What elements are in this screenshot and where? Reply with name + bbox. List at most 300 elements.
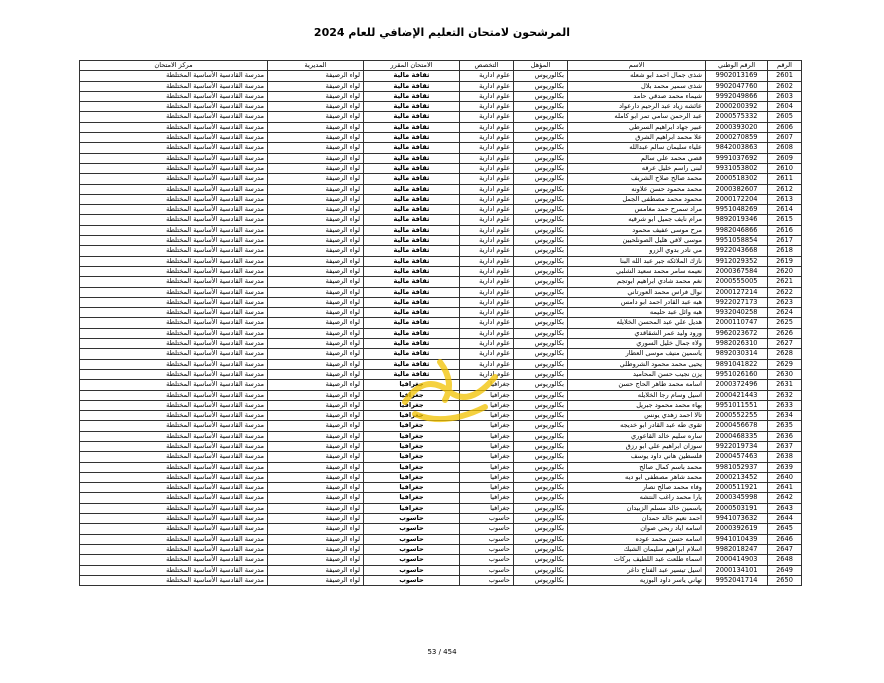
- col-header-exam-center: مركز الامتحان: [80, 61, 268, 71]
- cell-exam-center: مدرسة القادسية الأساسية المختلطة: [80, 102, 268, 112]
- cell-number: 2609: [768, 153, 802, 163]
- cell-exam-center: مدرسة القادسية الأساسية المختلطة: [80, 163, 268, 173]
- cell-exam: ثقافة مالية: [364, 112, 460, 122]
- cell-name: مراد سمرح حمد مغامس: [568, 205, 706, 215]
- cell-exam: جغرافيا: [364, 431, 460, 441]
- cell-qualification: بكالوريوس: [514, 575, 568, 585]
- table-row: [80, 544, 802, 554]
- cell-exam: حاسوب: [364, 514, 460, 524]
- cell-number: 2637: [768, 441, 802, 451]
- cell-exam-center: مدرسة القادسية الأساسية المختلطة: [80, 565, 268, 575]
- cell-name: فلسطين هاني داود يوسف: [568, 452, 706, 462]
- cell-directorate: لواء الرصيفة: [268, 339, 364, 349]
- cell-name: مي نادر بدوي الزرو: [568, 246, 706, 256]
- cell-specialization: علوم ادارية: [460, 194, 514, 204]
- cell-number: 2603: [768, 91, 802, 101]
- table-row: [80, 308, 802, 318]
- cell-qualification: بكالوريوس: [514, 81, 568, 91]
- cell-qualification: بكالوريوس: [514, 349, 568, 359]
- table-row: [80, 205, 802, 215]
- cell-exam-center: مدرسة القادسية الأساسية المختلطة: [80, 205, 268, 215]
- cell-name: علا محمد ابراهيم الشرق: [568, 133, 706, 143]
- cell-exam: ثقافة مالية: [364, 246, 460, 256]
- cell-exam-center: مدرسة القادسية الأساسية المختلطة: [80, 153, 268, 163]
- table-row: [80, 112, 802, 122]
- cell-number: 2621: [768, 277, 802, 287]
- cell-national-id: 9902047760: [706, 81, 768, 91]
- cell-directorate: لواء الرصيفة: [268, 390, 364, 400]
- cell-national-id: 2000518302: [706, 174, 768, 184]
- cell-national-id: 9932040258: [706, 308, 768, 318]
- cell-directorate: لواء الرصيفة: [268, 462, 364, 472]
- cell-exam: ثقافة مالية: [364, 143, 460, 153]
- cell-qualification: بكالوريوس: [514, 462, 568, 472]
- cell-number: 2648: [768, 555, 802, 565]
- cell-qualification: بكالوريوس: [514, 452, 568, 462]
- cell-number: 2622: [768, 287, 802, 297]
- cell-directorate: لواء الرصيفة: [268, 153, 364, 163]
- cell-national-id: 2000468335: [706, 431, 768, 441]
- cell-exam-center: مدرسة القادسية الأساسية المختلطة: [80, 524, 268, 534]
- col-header-national-id: الرقم الوطني: [706, 61, 768, 71]
- cell-national-id: 9982018247: [706, 544, 768, 554]
- cell-national-id: 2000382607: [706, 184, 768, 194]
- cell-qualification: بكالوريوس: [514, 277, 568, 287]
- cell-exam-center: مدرسة القادسية الأساسية المختلطة: [80, 514, 268, 524]
- cell-directorate: لواء الرصيفة: [268, 452, 364, 462]
- cell-national-id: 9891041822: [706, 359, 768, 369]
- cell-name: موسى لافي هليل الصونلحيين: [568, 236, 706, 246]
- cell-national-id: 9951048269: [706, 205, 768, 215]
- cell-directorate: لواء الرصيفة: [268, 174, 364, 184]
- cell-directorate: لواء الرصيفة: [268, 81, 364, 91]
- table-row: [80, 71, 802, 81]
- cell-directorate: لواء الرصيفة: [268, 575, 364, 585]
- cell-directorate: لواء الرصيفة: [268, 472, 364, 482]
- cell-national-id: 9892019346: [706, 215, 768, 225]
- cell-national-id: 2000345998: [706, 493, 768, 503]
- cell-specialization: علوم ادارية: [460, 246, 514, 256]
- cell-qualification: بكالوريوس: [514, 194, 568, 204]
- cell-name: اسامه حسن محمد عوده: [568, 534, 706, 544]
- cell-name: ياسمين منيف موسى العطار: [568, 349, 706, 359]
- col-header-exam: الامتحان المقرر: [364, 61, 460, 71]
- table-row: [80, 318, 802, 328]
- cell-directorate: لواء الرصيفة: [268, 143, 364, 153]
- table-header-row: [80, 61, 802, 71]
- table-row: [80, 91, 802, 101]
- cell-specialization: علوم ادارية: [460, 153, 514, 163]
- cell-qualification: بكالوريوس: [514, 359, 568, 369]
- cell-number: 2647: [768, 544, 802, 554]
- cell-exam: ثقافة مالية: [364, 328, 460, 338]
- cell-specialization: علوم ادارية: [460, 122, 514, 132]
- col-header-directorate: المديرية: [268, 61, 364, 71]
- cell-national-id: 2000134101: [706, 565, 768, 575]
- cell-directorate: لواء الرصيفة: [268, 122, 364, 132]
- table-row: [80, 194, 802, 204]
- cell-directorate: لواء الرصيفة: [268, 112, 364, 122]
- cell-qualification: بكالوريوس: [514, 328, 568, 338]
- cell-exam-center: مدرسة القادسية الأساسية المختلطة: [80, 380, 268, 390]
- cell-qualification: بكالوريوس: [514, 472, 568, 482]
- cell-number: 2649: [768, 565, 802, 575]
- cell-exam: حاسوب: [364, 575, 460, 585]
- cell-directorate: لواء الرصيفة: [268, 524, 364, 534]
- cell-exam-center: مدرسة القادسية الأساسية المختلطة: [80, 308, 268, 318]
- cell-qualification: بكالوريوس: [514, 205, 568, 215]
- cell-specialization: جغرافيا: [460, 421, 514, 431]
- cell-exam: ثقافة مالية: [364, 287, 460, 297]
- cell-number: 2624: [768, 308, 802, 318]
- cell-name: هبه وائل عبد حليمه: [568, 308, 706, 318]
- table-row: [80, 452, 802, 462]
- cell-directorate: لواء الرصيفة: [268, 308, 364, 318]
- cell-exam: حاسوب: [364, 555, 460, 565]
- cell-national-id: 9912029352: [706, 256, 768, 266]
- cell-qualification: بكالوريوس: [514, 71, 568, 81]
- cell-qualification: بكالوريوس: [514, 524, 568, 534]
- cell-qualification: بكالوريوس: [514, 483, 568, 493]
- cell-exam-center: مدرسة القادسية الأساسية المختلطة: [80, 184, 268, 194]
- cell-number: 2620: [768, 266, 802, 276]
- cell-exam-center: مدرسة القادسية الأساسية المختلطة: [80, 534, 268, 544]
- cell-qualification: بكالوريوس: [514, 431, 568, 441]
- table-row: [80, 524, 802, 534]
- cell-national-id: 2000421443: [706, 390, 768, 400]
- cell-national-id: 9922019734: [706, 441, 768, 451]
- cell-exam: ثقافة مالية: [364, 122, 460, 132]
- cell-national-id: 9962023672: [706, 328, 768, 338]
- cell-name: شذى جمال احمد ابو شعله: [568, 71, 706, 81]
- cell-exam: ثقافة مالية: [364, 277, 460, 287]
- cell-directorate: لواء الرصيفة: [268, 163, 364, 173]
- cell-qualification: بكالوريوس: [514, 503, 568, 513]
- cell-number: 2616: [768, 225, 802, 235]
- cell-name: ورود وليد عمر الشقاقدي: [568, 328, 706, 338]
- cell-exam-center: مدرسة القادسية الأساسية المختلطة: [80, 431, 268, 441]
- cell-qualification: بكالوريوس: [514, 369, 568, 379]
- cell-exam: ثقافة مالية: [364, 194, 460, 204]
- cell-name: بهاء محمد محمود جبريل: [568, 400, 706, 410]
- cell-exam-center: مدرسة القادسية الأساسية المختلطة: [80, 400, 268, 410]
- cell-national-id: 9992049866: [706, 91, 768, 101]
- table-row: [80, 441, 802, 451]
- cell-exam-center: مدرسة القادسية الأساسية المختلطة: [80, 462, 268, 472]
- cell-directorate: لواء الرصيفة: [268, 266, 364, 276]
- cell-exam-center: مدرسة القادسية الأساسية المختلطة: [80, 143, 268, 153]
- cell-qualification: بكالوريوس: [514, 287, 568, 297]
- cell-exam-center: مدرسة القادسية الأساسية المختلطة: [80, 236, 268, 246]
- cell-qualification: بكالوريوس: [514, 493, 568, 503]
- cell-exam: ثقافة مالية: [364, 174, 460, 184]
- cell-name: محمود محمد مصطفى الجمل: [568, 194, 706, 204]
- cell-exam: ثقافة مالية: [364, 297, 460, 307]
- cell-national-id: 2000372496: [706, 380, 768, 390]
- cell-exam-center: مدرسة القادسية الأساسية المختلطة: [80, 421, 268, 431]
- cell-exam-center: مدرسة القادسية الأساسية المختلطة: [80, 349, 268, 359]
- cell-directorate: لواء الرصيفة: [268, 483, 364, 493]
- cell-national-id: 9902013169: [706, 71, 768, 81]
- table-row: [80, 534, 802, 544]
- cell-directorate: لواء الرصيفة: [268, 359, 364, 369]
- cell-exam-center: مدرسة القادسية الأساسية المختلطة: [80, 122, 268, 132]
- cell-number: 2607: [768, 133, 802, 143]
- cell-exam: جغرافيا: [364, 472, 460, 482]
- cell-exam: حاسوب: [364, 565, 460, 575]
- cell-number: 2650: [768, 575, 802, 585]
- cell-directorate: لواء الرصيفة: [268, 544, 364, 554]
- cell-exam-center: مدرسة القادسية الأساسية المختلطة: [80, 194, 268, 204]
- cell-number: 2615: [768, 215, 802, 225]
- cell-number: 2627: [768, 339, 802, 349]
- cell-directorate: لواء الرصيفة: [268, 328, 364, 338]
- cell-specialization: حاسوب: [460, 565, 514, 575]
- cell-number: 2611: [768, 174, 802, 184]
- cell-name: اسماء طلعت عبد اللطيف بركات: [568, 555, 706, 565]
- cell-name: شذى سمير محمد بلال: [568, 81, 706, 91]
- cell-specialization: علوم ادارية: [460, 163, 514, 173]
- cell-number: 2618: [768, 246, 802, 256]
- cell-national-id: 9982046866: [706, 225, 768, 235]
- cell-exam-center: مدرسة القادسية الأساسية المختلطة: [80, 544, 268, 554]
- cell-specialization: حاسوب: [460, 544, 514, 554]
- cell-qualification: بكالوريوس: [514, 308, 568, 318]
- cell-name: علياء سليمان سالم عبدالله: [568, 143, 706, 153]
- cell-name: شيماء محمد صدقي حامد: [568, 91, 706, 101]
- cell-exam: ثقافة مالية: [364, 236, 460, 246]
- cell-exam-center: مدرسة القادسية الأساسية المختلطة: [80, 503, 268, 513]
- cell-national-id: 9922027173: [706, 297, 768, 307]
- cell-name: عبد الرحمن سامي تمر ابو كامله: [568, 112, 706, 122]
- cell-specialization: علوم ادارية: [460, 71, 514, 81]
- cell-exam: حاسوب: [364, 534, 460, 544]
- cell-name: محمد صالح صلاح الشريف: [568, 174, 706, 184]
- cell-name: قصي محمد علي سالم: [568, 153, 706, 163]
- cell-exam-center: مدرسة القادسية الأساسية المختلطة: [80, 339, 268, 349]
- cell-number: 2629: [768, 359, 802, 369]
- cell-exam-center: مدرسة القادسية الأساسية المختلطة: [80, 81, 268, 91]
- cell-qualification: بكالوريوس: [514, 400, 568, 410]
- cell-number: 2612: [768, 184, 802, 194]
- cell-name: يحيى محمد محمود الشروطلي: [568, 359, 706, 369]
- cell-specialization: جغرافيا: [460, 483, 514, 493]
- cell-national-id: 2000503191: [706, 503, 768, 513]
- cell-number: 2644: [768, 514, 802, 524]
- cell-directorate: لواء الرصيفة: [268, 194, 364, 204]
- cell-specialization: جغرافيا: [460, 472, 514, 482]
- table-row: [80, 555, 802, 565]
- cell-exam: ثقافة مالية: [364, 133, 460, 143]
- cell-name: سوزان ابراهيم علي ابو رزق: [568, 441, 706, 451]
- cell-number: 2636: [768, 431, 802, 441]
- cell-qualification: بكالوريوس: [514, 441, 568, 451]
- cell-exam: جغرافيا: [364, 493, 460, 503]
- cell-name: لبنى راسم خليل عرقه: [568, 163, 706, 173]
- cell-number: 2638: [768, 452, 802, 462]
- cell-number: 2610: [768, 163, 802, 173]
- cell-specialization: علوم ادارية: [460, 318, 514, 328]
- cell-number: 2602: [768, 81, 802, 91]
- page-number: 53 / 454: [427, 648, 457, 656]
- cell-number: 2619: [768, 256, 802, 266]
- cell-name: اسلام ابراهيم سليمان الشبك: [568, 544, 706, 554]
- cell-name: تالا احمد زهدي يونس: [568, 411, 706, 421]
- cell-national-id: 2000200392: [706, 102, 768, 112]
- cell-exam-center: مدرسة القادسية الأساسية المختلطة: [80, 472, 268, 482]
- cell-exam-center: مدرسة القادسية الأساسية المختلطة: [80, 452, 268, 462]
- cell-national-id: 2000414903: [706, 555, 768, 565]
- cell-specialization: علوم ادارية: [460, 256, 514, 266]
- cell-directorate: لواء الرصيفة: [268, 133, 364, 143]
- cell-directorate: لواء الرصيفة: [268, 565, 364, 575]
- cell-specialization: علوم ادارية: [460, 349, 514, 359]
- cell-exam-center: مدرسة القادسية الأساسية المختلطة: [80, 411, 268, 421]
- table-row: [80, 102, 802, 112]
- cell-number: 2601: [768, 71, 802, 81]
- cell-exam-center: مدرسة القادسية الأساسية المختلطة: [80, 318, 268, 328]
- cell-name: اسامه اياد ربحي صوان: [568, 524, 706, 534]
- candidates-table: [79, 60, 802, 586]
- cell-specialization: علوم ادارية: [460, 215, 514, 225]
- table-row: [80, 483, 802, 493]
- cell-directorate: لواء الرصيفة: [268, 534, 364, 544]
- cell-qualification: بكالوريوس: [514, 225, 568, 235]
- table-row: [80, 133, 802, 143]
- cell-national-id: 2000575332: [706, 112, 768, 122]
- cell-directorate: لواء الرصيفة: [268, 349, 364, 359]
- cell-exam: جغرافيا: [364, 421, 460, 431]
- col-header-number: الرقم: [768, 61, 802, 71]
- cell-qualification: بكالوريوس: [514, 514, 568, 524]
- col-header-name: الاسم: [568, 61, 706, 71]
- cell-national-id: 9931053802: [706, 163, 768, 173]
- cell-qualification: بكالوريوس: [514, 380, 568, 390]
- cell-directorate: لواء الرصيفة: [268, 493, 364, 503]
- cell-specialization: علوم ادارية: [460, 328, 514, 338]
- cell-qualification: بكالوريوس: [514, 174, 568, 184]
- cell-exam: جغرافيا: [364, 380, 460, 390]
- cell-exam-center: مدرسة القادسية الأساسية المختلطة: [80, 369, 268, 379]
- cell-number: 2632: [768, 390, 802, 400]
- cell-specialization: علوم ادارية: [460, 225, 514, 235]
- cell-exam-center: مدرسة القادسية الأساسية المختلطة: [80, 493, 268, 503]
- cell-specialization: حاسوب: [460, 555, 514, 565]
- cell-name: نازك الملائكه جبر عبد الله البنا: [568, 256, 706, 266]
- cell-name: مرح موسى عفيف محمود: [568, 225, 706, 235]
- cell-number: 2617: [768, 236, 802, 246]
- cell-directorate: لواء الرصيفة: [268, 297, 364, 307]
- cell-directorate: لواء الرصيفة: [268, 287, 364, 297]
- cell-specialization: علوم ادارية: [460, 91, 514, 101]
- cell-directorate: لواء الرصيفة: [268, 71, 364, 81]
- table-row: [80, 266, 802, 276]
- cell-directorate: لواء الرصيفة: [268, 400, 364, 410]
- cell-national-id: 9991037692: [706, 153, 768, 163]
- cell-specialization: جغرافيا: [460, 390, 514, 400]
- cell-qualification: بكالوريوس: [514, 411, 568, 421]
- cell-exam-center: مدرسة القادسية الأساسية المختلطة: [80, 328, 268, 338]
- cell-specialization: حاسوب: [460, 575, 514, 585]
- cell-national-id: 2000270859: [706, 133, 768, 143]
- cell-exam: جغرافيا: [364, 400, 460, 410]
- cell-number: 2625: [768, 318, 802, 328]
- cell-number: 2642: [768, 493, 802, 503]
- table-row: [80, 143, 802, 153]
- cell-specialization: علوم ادارية: [460, 339, 514, 349]
- cell-directorate: لواء الرصيفة: [268, 246, 364, 256]
- cell-qualification: بكالوريوس: [514, 565, 568, 575]
- cell-qualification: بكالوريوس: [514, 544, 568, 554]
- cell-exam-center: مدرسة القادسية الأساسية المختلطة: [80, 256, 268, 266]
- cell-directorate: لواء الرصيفة: [268, 236, 364, 246]
- cell-exam-center: مدرسة القادسية الأساسية المختلطة: [80, 112, 268, 122]
- cell-number: 2631: [768, 380, 802, 390]
- cell-specialization: علوم ادارية: [460, 81, 514, 91]
- col-header-qualification: المؤهل: [514, 61, 568, 71]
- cell-directorate: لواء الرصيفة: [268, 91, 364, 101]
- cell-specialization: جغرافيا: [460, 380, 514, 390]
- cell-number: 2604: [768, 102, 802, 112]
- cell-national-id: 2000127214: [706, 287, 768, 297]
- cell-specialization: حاسوب: [460, 524, 514, 534]
- cell-exam: ثقافة مالية: [364, 266, 460, 276]
- table-row: [80, 297, 802, 307]
- cell-exam: ثقافة مالية: [364, 91, 460, 101]
- cell-exam-center: مدرسة القادسية الأساسية المختلطة: [80, 71, 268, 81]
- cell-directorate: لواء الرصيفة: [268, 555, 364, 565]
- table-row: [80, 287, 802, 297]
- cell-national-id: 9951011551: [706, 400, 768, 410]
- cell-qualification: بكالوريوس: [514, 297, 568, 307]
- cell-national-id: 9941073632: [706, 514, 768, 524]
- cell-qualification: بكالوريوس: [514, 102, 568, 112]
- page-title: المرشحون لامتحان التعليم الإضافي للعام 2024: [313, 26, 571, 39]
- cell-specialization: علوم ادارية: [460, 133, 514, 143]
- cell-exam: حاسوب: [364, 524, 460, 534]
- cell-specialization: علوم ادارية: [460, 359, 514, 369]
- cell-exam: حاسوب: [364, 544, 460, 554]
- cell-qualification: بكالوريوس: [514, 390, 568, 400]
- cell-specialization: علوم ادارية: [460, 205, 514, 215]
- cell-qualification: بكالوريوس: [514, 184, 568, 194]
- cell-national-id: 2000552255: [706, 411, 768, 421]
- table-row: [80, 503, 802, 513]
- cell-exam: ثقافة مالية: [364, 102, 460, 112]
- cell-specialization: علوم ادارية: [460, 184, 514, 194]
- cell-exam-center: مدرسة القادسية الأساسية المختلطة: [80, 575, 268, 585]
- cell-national-id: 2000511921: [706, 483, 768, 493]
- table-row: [80, 472, 802, 482]
- cell-exam: ثقافة مالية: [364, 153, 460, 163]
- cell-exam: ثقافة مالية: [364, 359, 460, 369]
- cell-qualification: بكالوريوس: [514, 91, 568, 101]
- cell-number: 2608: [768, 143, 802, 153]
- cell-directorate: لواء الرصيفة: [268, 102, 364, 112]
- cell-exam: ثقافة مالية: [364, 71, 460, 81]
- table-row: [80, 81, 802, 91]
- cell-name: نغم محمد شادي ابراهيم ابوتجم: [568, 277, 706, 287]
- watermark-logo: [395, 352, 505, 434]
- cell-number: 2633: [768, 400, 802, 410]
- table-row: [80, 514, 802, 524]
- cell-specialization: علوم ادارية: [460, 287, 514, 297]
- cell-number: 2643: [768, 503, 802, 513]
- cell-exam: ثقافة مالية: [364, 184, 460, 194]
- cell-qualification: بكالوريوس: [514, 122, 568, 132]
- table-row: [80, 246, 802, 256]
- cell-national-id: 9982026310: [706, 339, 768, 349]
